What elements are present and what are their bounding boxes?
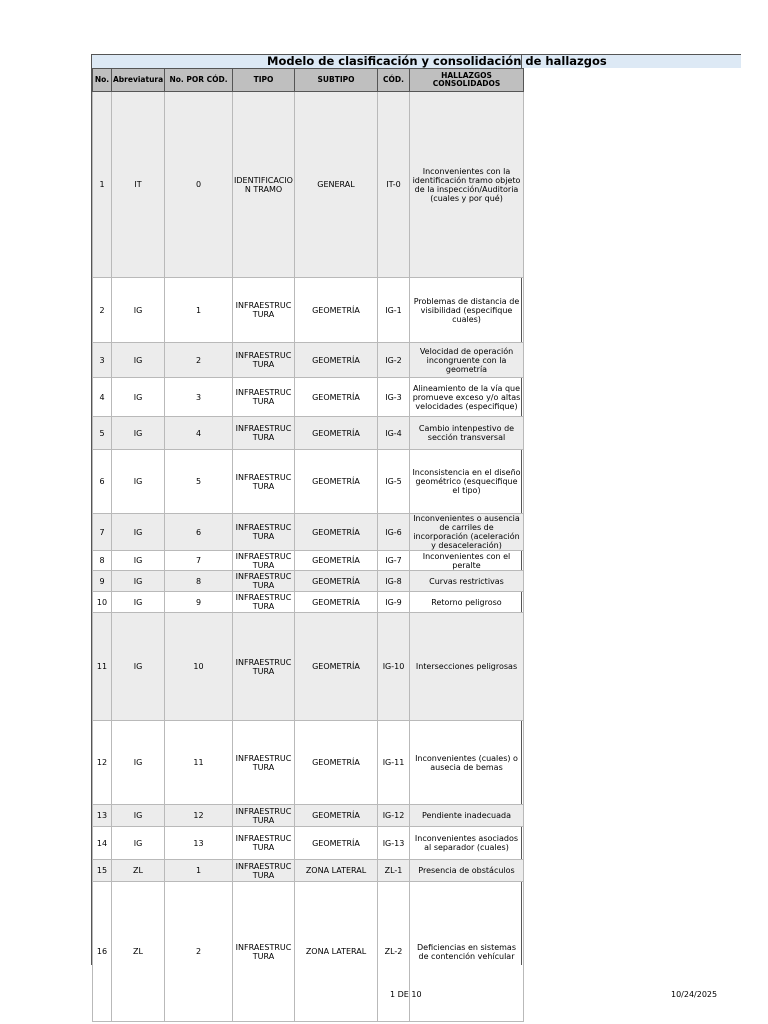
- cell-cod[interactable]: ZL-1: [378, 860, 410, 882]
- table-row[interactable]: [93, 613, 524, 721]
- cell-no-por-cod[interactable]: 1: [165, 860, 233, 882]
- cell-abreviatura[interactable]: ZL: [112, 882, 165, 1022]
- cell-subtipo[interactable]: ZONA LATERAL: [295, 860, 378, 882]
- page-number: 1 DE 10: [390, 990, 422, 999]
- cell-tipo[interactable]: INFRAESTRUCTURA: [233, 514, 295, 551]
- cell-tipo[interactable]: INFRAESTRUCTURA: [233, 721, 295, 805]
- cell-no[interactable]: 2: [93, 278, 112, 343]
- cell-hallazgo[interactable]: Inconvenientes con la identificación tramo objeto de la inspección/Auditoria (cuales y por qué): [410, 92, 524, 278]
- cell-cod[interactable]: ZL-2: [378, 882, 410, 1022]
- cell-no[interactable]: 1: [93, 92, 112, 278]
- cell-cod[interactable]: IG-12: [378, 805, 410, 827]
- cell-no[interactable]: 12: [93, 721, 112, 805]
- cell-hallazgo[interactable]: Intersecciones peligrosas: [410, 613, 524, 721]
- table-row[interactable]: [93, 514, 524, 551]
- cell-hallazgo[interactable]: Problemas de distancia de visibilidad (especifique cuales): [410, 278, 524, 343]
- table-row[interactable]: [93, 278, 524, 343]
- cell-hallazgo[interactable]: Inconvenientes o ausencia de carriles de incorporación (aceleración y desaceleración): [410, 514, 524, 551]
- table-row[interactable]: [93, 805, 524, 827]
- print-date: 10/24/2025: [671, 990, 718, 999]
- cell-subtipo[interactable]: GEOMETRÍA: [295, 551, 378, 571]
- cell-tipo[interactable]: INFRAESTRUCTURA: [233, 378, 295, 417]
- cell-abreviatura[interactable]: IG: [112, 721, 165, 805]
- cell-abreviatura[interactable]: IG: [112, 343, 165, 378]
- cell-no[interactable]: 5: [93, 417, 112, 450]
- cell-subtipo[interactable]: GEOMETRÍA: [295, 417, 378, 450]
- cell-abreviatura[interactable]: IT: [112, 92, 165, 278]
- cell-no[interactable]: 15: [93, 860, 112, 882]
- table-row[interactable]: [93, 592, 524, 613]
- cell-no[interactable]: 6: [93, 450, 112, 514]
- cell-tipo[interactable]: INFRAESTRUCTURA: [233, 882, 295, 1022]
- cell-no[interactable]: 4: [93, 378, 112, 417]
- col-header-abreviatura[interactable]: Abreviatura: [112, 69, 165, 92]
- cell-abreviatura[interactable]: ZL: [112, 860, 165, 882]
- cell-subtipo[interactable]: GEOMETRÍA: [295, 378, 378, 417]
- cell-cod[interactable]: IG-4: [378, 417, 410, 450]
- cell-tipo[interactable]: IDENTIFICACION TRAMO: [233, 92, 295, 278]
- cell-hallazgo[interactable]: Retorno peligroso: [410, 592, 524, 613]
- cell-no-por-cod[interactable]: 5: [165, 450, 233, 514]
- cell-cod[interactable]: IG-1: [378, 278, 410, 343]
- cell-abreviatura[interactable]: IG: [112, 278, 165, 343]
- cell-cod[interactable]: IG-5: [378, 450, 410, 514]
- cell-abreviatura[interactable]: IG: [112, 571, 165, 592]
- cell-subtipo[interactable]: ZONA LATERAL: [295, 882, 378, 1022]
- cell-no[interactable]: 7: [93, 514, 112, 551]
- cell-no-por-cod[interactable]: 9: [165, 592, 233, 613]
- cell-subtipo[interactable]: GEOMETRÍA: [295, 278, 378, 343]
- cell-subtipo[interactable]: GENERAL: [295, 92, 378, 278]
- cell-hallazgo[interactable]: Cambio intenpestivo de sección transversal: [410, 417, 524, 450]
- col-header-hallazgos[interactable]: HALLAZGOS CONSOLIDADOS: [410, 69, 524, 92]
- col-header-no[interactable]: No.: [93, 69, 112, 92]
- cell-no[interactable]: 13: [93, 805, 112, 827]
- cell-hallazgo[interactable]: Velocidad de operación incongruente con la geometría: [410, 343, 524, 378]
- cell-hallazgo[interactable]: Inconsistencia en el diseño geométrico (esquecifique el tipo): [410, 450, 524, 514]
- cell-subtipo[interactable]: GEOMETRÍA: [295, 805, 378, 827]
- col-header-tipo[interactable]: TIPO: [233, 69, 295, 92]
- table-row[interactable]: [93, 378, 524, 417]
- cell-hallazgo[interactable]: Presencia de obstáculos: [410, 860, 524, 882]
- col-header-cod[interactable]: CÓD.: [378, 69, 410, 92]
- cell-cod[interactable]: IG-9: [378, 592, 410, 613]
- table-row[interactable]: [93, 450, 524, 514]
- table-row[interactable]: [93, 860, 524, 882]
- table-row[interactable]: [93, 882, 524, 1022]
- cell-tipo[interactable]: INFRAESTRUCTURA: [233, 417, 295, 450]
- cell-abreviatura[interactable]: IG: [112, 592, 165, 613]
- cell-tipo[interactable]: INFRAESTRUCTURA: [233, 571, 295, 592]
- col-header-subtipo[interactable]: SUBTIPO: [295, 69, 378, 92]
- table-row[interactable]: [93, 721, 524, 805]
- cell-hallazgo[interactable]: Deficiencias en sistemas de contención vehícular: [410, 882, 524, 1022]
- cell-no-por-cod[interactable]: 10: [165, 613, 233, 721]
- findings-table: [92, 68, 524, 1022]
- cell-hallazgo[interactable]: Alineamiento de la vía que promueve exceso y/o altas velocidades (especifique): [410, 378, 524, 417]
- table-row[interactable]: [93, 551, 524, 571]
- cell-cod[interactable]: IG-3: [378, 378, 410, 417]
- table-row[interactable]: [93, 417, 524, 450]
- cell-tipo[interactable]: INFRAESTRUCTURA: [233, 827, 295, 860]
- cell-no-por-cod[interactable]: 1: [165, 278, 233, 343]
- cell-cod[interactable]: IG-10: [378, 613, 410, 721]
- findings-sheet: [91, 68, 522, 965]
- cell-no[interactable]: 9: [93, 571, 112, 592]
- cell-tipo[interactable]: INFRAESTRUCTURA: [233, 805, 295, 827]
- cell-tipo[interactable]: INFRAESTRUCTURA: [233, 592, 295, 613]
- table-row[interactable]: [93, 571, 524, 592]
- cell-no-por-cod[interactable]: 0: [165, 92, 233, 278]
- table-row[interactable]: [93, 92, 524, 278]
- cell-no-por-cod[interactable]: 11: [165, 721, 233, 805]
- cell-no[interactable]: 11: [93, 613, 112, 721]
- cell-no[interactable]: 10: [93, 592, 112, 613]
- cell-subtipo[interactable]: GEOMETRÍA: [295, 613, 378, 721]
- cell-no[interactable]: 8: [93, 551, 112, 571]
- cell-tipo[interactable]: INFRAESTRUCTURA: [233, 860, 295, 882]
- cell-abreviatura[interactable]: IG: [112, 378, 165, 417]
- cell-no-por-cod[interactable]: 4: [165, 417, 233, 450]
- cell-subtipo[interactable]: GEOMETRÍA: [295, 450, 378, 514]
- cell-subtipo[interactable]: GEOMETRÍA: [295, 721, 378, 805]
- cell-subtipo[interactable]: GEOMETRÍA: [295, 514, 378, 551]
- cell-tipo[interactable]: INFRAESTRUCTURA: [233, 343, 295, 378]
- cell-no-por-cod[interactable]: 8: [165, 571, 233, 592]
- cell-no-por-cod[interactable]: 7: [165, 551, 233, 571]
- col-header-no-por-cod[interactable]: No. POR CÓD.: [165, 69, 233, 92]
- cell-cod[interactable]: IT-0: [378, 92, 410, 278]
- cell-hallazgo[interactable]: Pendiente inadecuada: [410, 805, 524, 827]
- cell-abreviatura[interactable]: IG: [112, 613, 165, 721]
- cell-no[interactable]: 3: [93, 343, 112, 378]
- cell-abreviatura[interactable]: IG: [112, 827, 165, 860]
- cell-hallazgo[interactable]: Inconvenientes asociados al separador (cuales): [410, 827, 524, 860]
- cell-tipo[interactable]: INFRAESTRUCTURA: [233, 613, 295, 721]
- cell-abreviatura[interactable]: IG: [112, 417, 165, 450]
- cell-no-por-cod[interactable]: 12: [165, 805, 233, 827]
- cell-cod[interactable]: IG-13: [378, 827, 410, 860]
- document-title: Modelo de clasificación y consolidación de hallazgos: [91, 54, 522, 68]
- cell-cod[interactable]: IG-8: [378, 571, 410, 592]
- cell-no-por-cod[interactable]: 6: [165, 514, 233, 551]
- cell-tipo[interactable]: INFRAESTRUCTURA: [233, 551, 295, 571]
- cell-tipo[interactable]: INFRAESTRUCTURA: [233, 450, 295, 514]
- cell-subtipo[interactable]: GEOMETRÍA: [295, 571, 378, 592]
- cell-cod[interactable]: IG-6: [378, 514, 410, 551]
- cell-hallazgo[interactable]: Curvas restrictivas: [410, 571, 524, 592]
- table-header-row: [93, 69, 524, 92]
- cell-subtipo[interactable]: GEOMETRÍA: [295, 343, 378, 378]
- cell-tipo[interactable]: INFRAESTRUCTURA: [233, 278, 295, 343]
- table-row[interactable]: [93, 343, 524, 378]
- cell-hallazgo[interactable]: Inconvenientes (cuales) o ausecia de bemas: [410, 721, 524, 805]
- cell-hallazgo[interactable]: Inconvenientes con el peralte: [410, 551, 524, 571]
- cell-no-por-cod[interactable]: 3: [165, 378, 233, 417]
- cell-no-por-cod[interactable]: 2: [165, 343, 233, 378]
- cell-cod[interactable]: IG-7: [378, 551, 410, 571]
- cell-abreviatura[interactable]: IG: [112, 551, 165, 571]
- cell-no-por-cod[interactable]: 13: [165, 827, 233, 860]
- cell-no-por-cod[interactable]: 2: [165, 882, 233, 1022]
- cell-abreviatura[interactable]: IG: [112, 450, 165, 514]
- cell-subtipo[interactable]: GEOMETRÍA: [295, 592, 378, 613]
- table-row[interactable]: [93, 827, 524, 860]
- cell-no[interactable]: 14: [93, 827, 112, 860]
- cell-no[interactable]: 16: [93, 882, 112, 1022]
- cell-cod[interactable]: IG-11: [378, 721, 410, 805]
- cell-abreviatura[interactable]: IG: [112, 514, 165, 551]
- cell-cod[interactable]: IG-2: [378, 343, 410, 378]
- cell-abreviatura[interactable]: IG: [112, 805, 165, 827]
- cell-subtipo[interactable]: GEOMETRÍA: [295, 827, 378, 860]
